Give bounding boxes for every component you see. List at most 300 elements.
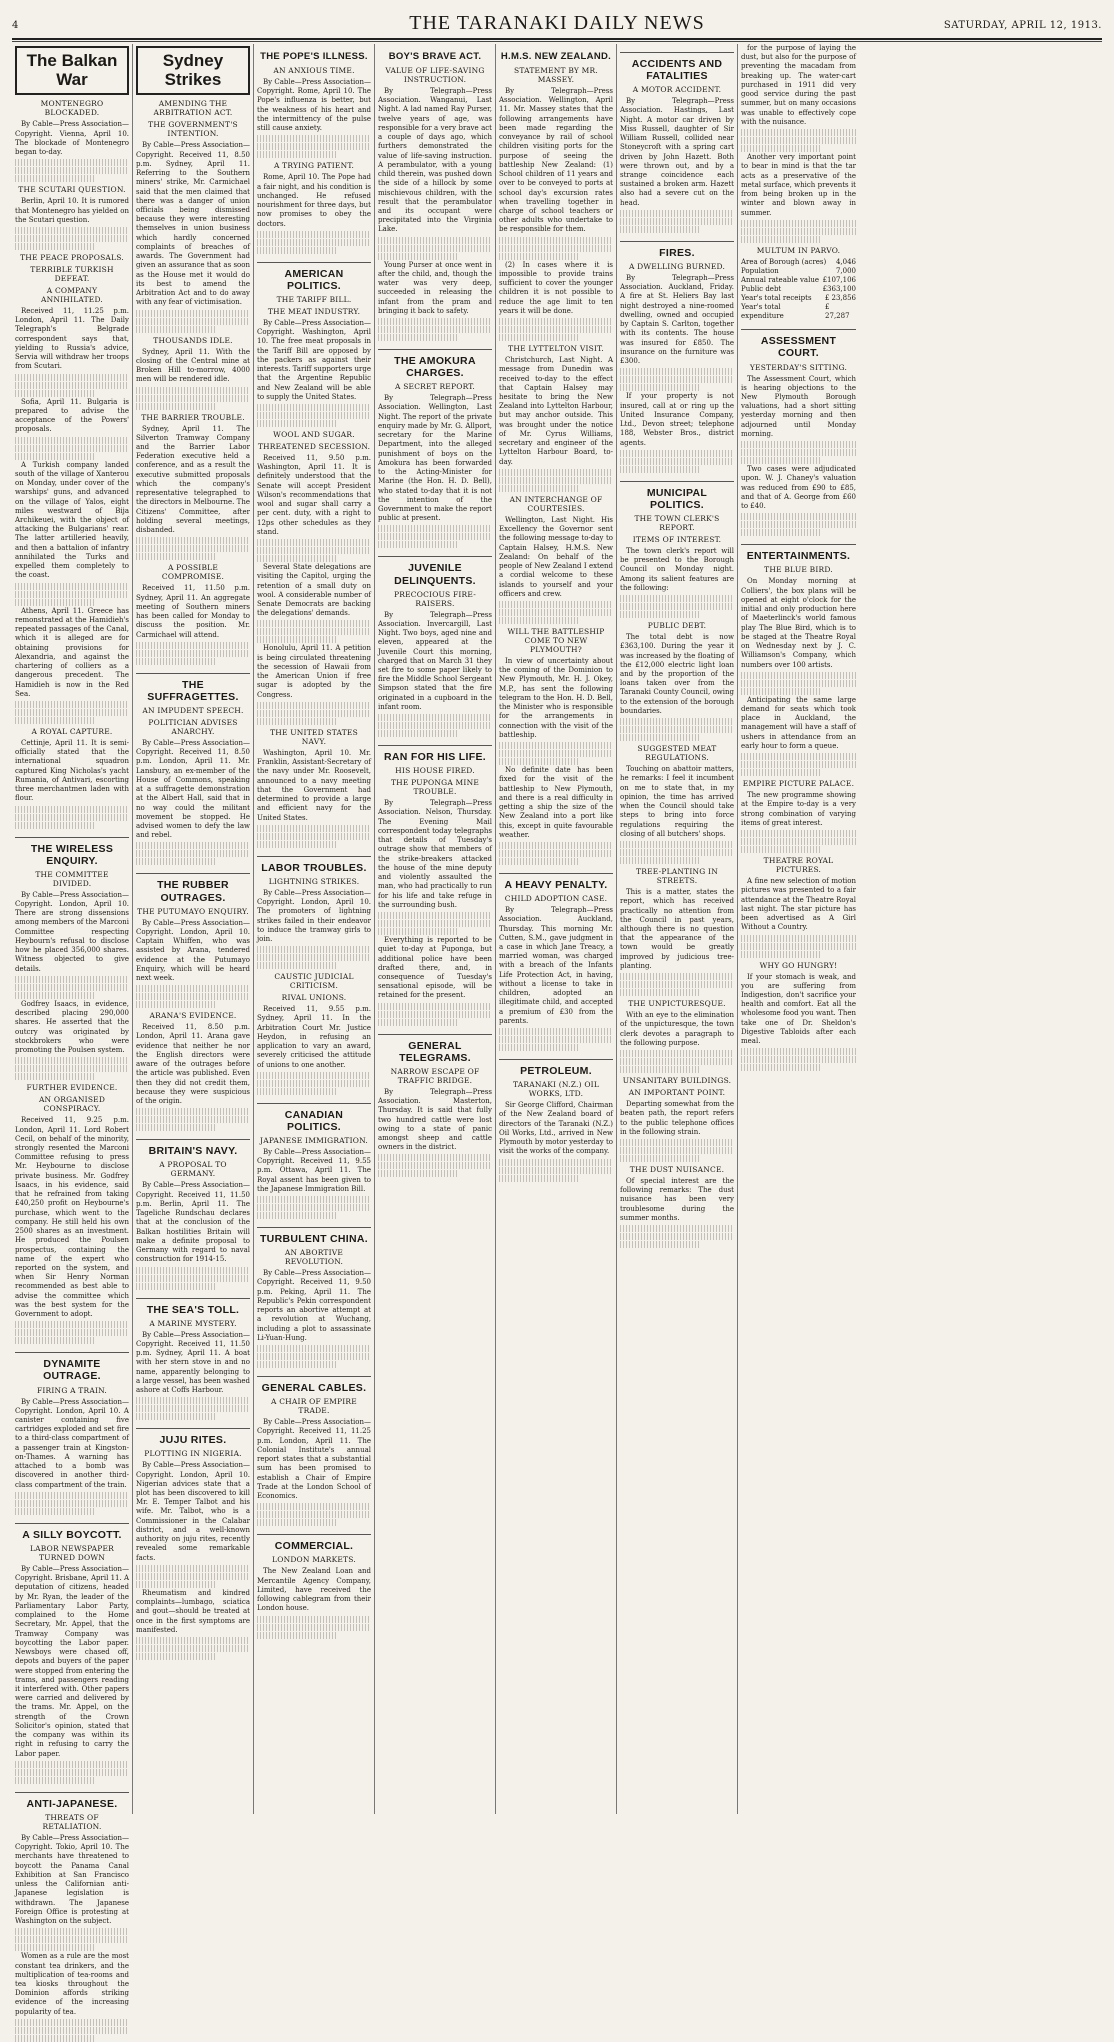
article-subheading: NARROW ESCAPE OF TRAFFIC BRIDGE. bbox=[390, 1066, 480, 1085]
statistic-row bbox=[741, 303, 856, 321]
text-line-filler bbox=[741, 529, 822, 536]
text-line-filler bbox=[136, 1565, 250, 1572]
text-line-filler bbox=[257, 710, 371, 717]
statistic-label: Annual rateable value bbox=[741, 275, 819, 284]
article-subheading: EMPIRE PICTURE PALACE. bbox=[742, 779, 855, 789]
text-line-filler bbox=[741, 441, 856, 448]
article-text: Young Purser at once went in after the child, and, though the water was very deep, succeeded in releasing the infant from the pram and bringing it back to safety. bbox=[378, 260, 492, 315]
text-line-filler bbox=[15, 1508, 95, 1515]
article-text: Cettinje, April 11. It is semi-officially stated that the international squadron captured King Nicholas's yacht Rumania, of Antivari, escorting three merchantmen laden with flour. bbox=[15, 738, 129, 803]
article-text: By Cable—Press Association—Copyright. Received 11, 11.50 p.m. Berlin, April 11. The Tageliche Rundschau declares that at the conclusion of the Balkan hostilities Britain will make a definite proposal to Germany with regard to naval construction for 1914-15. bbox=[136, 1181, 250, 1264]
statistic-value: £ 23,856 bbox=[824, 294, 856, 303]
article-text: By Telegraph—Press Association. Masterton, Thursday. It is said that fully two hundred cattle were lost owing to a state of panic amongst sheep and cattle owners in the district. bbox=[378, 1087, 492, 1152]
text-line-filler bbox=[136, 993, 250, 1000]
text-line-filler bbox=[741, 672, 856, 679]
text-line-filler bbox=[620, 384, 700, 391]
text-line-filler bbox=[741, 228, 856, 235]
article-text: By Cable—Press Association—Copyright. Vienna, April 10. The blockade of Montenegro began to-day. bbox=[15, 120, 129, 157]
article-subheading: VALUE OF LIFE-SAVING INSTRUCTION. bbox=[385, 65, 485, 84]
text-line-filler bbox=[499, 334, 579, 341]
article-text: By Cable—Press Association—Copyright. London, April 10. Nigerian advices state that a plot has been discovered to kill Mr. E. Temper Talbot and his wife. Mr. Talbot, who is a Commissioner in the Calabar district, and a well-known authority on juju rites, recently revealed some remarkable facts. bbox=[136, 1461, 250, 1562]
text-line-filler bbox=[257, 1624, 371, 1631]
text-line-filler bbox=[136, 553, 216, 560]
text-line-filler bbox=[136, 326, 216, 333]
text-line-filler bbox=[378, 326, 492, 333]
article-headline: TURBULENT CHINA. bbox=[257, 1227, 371, 1245]
article-text: By Cable—Press Association—Copyright. Tokio, April 10. The merchants have threatened to boycott the Panama Canal Exhibition at San Francisco unless the Californian anti-Japanese legislation is withdrawn. The Japanese Foreign Office is protesting at Washington on the subject. bbox=[15, 1833, 129, 1926]
statistic-row bbox=[741, 285, 856, 294]
article-headline: GENERAL CABLES. bbox=[257, 1376, 371, 1394]
text-line-filler bbox=[15, 992, 95, 999]
text-line-filler bbox=[15, 1057, 129, 1064]
text-line-filler bbox=[15, 1329, 129, 1336]
article-text: This is a matter, states the report, which has received practically no attention from the Council in past years, although there is no question that the appearance of the town would be greatly improved by judicious tree-planting. bbox=[620, 888, 734, 970]
article-subheading: THE TOWN CLERK'S REPORT. bbox=[634, 513, 720, 532]
column-4 bbox=[375, 44, 496, 1814]
text-line-filler bbox=[136, 1108, 250, 1115]
article-subheading: LONDON MARKETS. bbox=[272, 1555, 356, 1565]
text-line-filler bbox=[136, 537, 250, 544]
article-subheading: TARANAKI (N.Z.) OIL WORKS, LTD. bbox=[512, 1080, 600, 1099]
statistic-label: Public debt bbox=[741, 285, 782, 294]
statistic-label: Year's total expenditure bbox=[741, 303, 784, 321]
text-line-filler bbox=[620, 849, 734, 856]
article-text: for the purpose of laying the dust, but also for the purpose of preventing the macadam from breaking up. The water-cart purchased in 1911 did very good service during the past summer, but on many occasions was unable to effectively cope with the nuisance. bbox=[741, 44, 856, 126]
text-line-filler bbox=[499, 237, 613, 244]
text-line-filler bbox=[620, 603, 734, 610]
statistic-value: 7,000 bbox=[835, 266, 856, 275]
text-line-filler bbox=[15, 390, 95, 397]
text-line-filler bbox=[620, 989, 700, 996]
article-text: In view of uncertainty about the coming of the Dominion to New Plymouth, Mr. H. J. Okey, M.P., has sent the following telegram to the Hon. H. D. Bell, the Minister who is responsible for the arrangements in connection with the visit of the battleship. bbox=[499, 657, 613, 739]
article-text: By Cable—Press Association—Copyright. Received 11, 8.50 p.m. Sydney, April 11. Referring to the Southern miners' strike, Mr. Carmichael said that the men claimed that there was a danger of union officials being dismissed because they were interesting themselves in union business which hardly concerned complaints of breaches of awards. The Government had given an assurance that as soon as the House met it would do its best to amend the Arbitration Act and to do away with any fear of victimisation. bbox=[136, 141, 250, 307]
text-line-filler bbox=[136, 1581, 216, 1588]
article-headline: DYNAMITE OUTRAGE. bbox=[15, 1352, 129, 1382]
text-line-filler bbox=[257, 702, 371, 709]
text-line-filler bbox=[378, 237, 492, 244]
article-subheading: THEATRE ROYAL PICTURES. bbox=[763, 856, 834, 875]
article-subheading: THE PEACE PROPOSALS. bbox=[20, 253, 124, 263]
article-subheading: A PROPOSAL TO GERMANY. bbox=[159, 1160, 227, 1179]
text-line-filler bbox=[620, 857, 700, 864]
article-text: By Cable—Press Association—Copyright. Received 11, 11.50 p.m. Sydney, April 11. A boat with her stern stove in and no name, apparently belonging to a large vessel, has been washed ashore at Coffs Harbour. bbox=[136, 1330, 251, 1394]
text-line-filler bbox=[620, 1233, 734, 1240]
article-subheading: AN ANXIOUS TIME. bbox=[273, 65, 355, 75]
article-text: By Telegraph—Press Association. Wellington, Last Night. The report of the private enquiry made by Mr. G. Allport, secretary for the Marine Department, into the alleged punishment of boys on the Amokura has been forwarded to the Acting-Minister for Marine (the Hon. H. D. Bell), who stated to-day that it is not the intention of the Government to make the report public at present. bbox=[378, 394, 492, 523]
text-line-filler bbox=[15, 822, 95, 829]
column-7 bbox=[738, 44, 859, 1814]
text-line-filler bbox=[257, 636, 337, 643]
text-line-filler bbox=[136, 1573, 250, 1580]
article-text: The town clerk's report will be presented to the Borough Council on Monday night. Among its salient features are the following: bbox=[620, 546, 734, 592]
text-line-filler bbox=[257, 135, 371, 142]
article-text: With an eye to the elimination of the unpicturesque, the town clerk devotes a paragraph to the following purpose. bbox=[620, 1011, 734, 1047]
text-line-filler bbox=[136, 658, 216, 665]
article-text: Another very important point to bear in mind is that the tar acts as a preservative of the metal surface, which prevents it from being broken up in the winter and blown away in summer. bbox=[741, 153, 856, 217]
masthead-rule bbox=[12, 41, 1102, 42]
text-line-filler bbox=[378, 912, 492, 919]
text-line-filler bbox=[741, 935, 856, 942]
article-subheading: MONTENEGRO BLOCKADED. bbox=[40, 99, 104, 118]
article-subheading: A DWELLING BURNED. bbox=[628, 262, 726, 271]
article-text: The total debt is now £363,100. During the year it was increased by the floating of the £12,000 electric light loan and by the proportion of the loans taken over from the Taranaki County Council, owing to the extension of the borough boundaries. bbox=[620, 633, 734, 715]
article-text: Received 11, 9.25 p.m. London, April 11. Lord Robert Cecil, on behalf of the minority, strongly resented the Marconi Committee refusing to press Mr. Heybourne to disclose private business. Mr. Godfrey Isaacs, in his evidence, said that he refrained from taking £40,250 profit on Heybourne's purchase, which went to the company. He still held his own 2500 shares as an investment. He produced the Poulsen prospectus, containing the name of the expert who reported on the system, and when Sir Henry Norman recommended as best able to advise the committee which was the best system for the Government to adopt. bbox=[15, 1116, 129, 1319]
text-line-filler bbox=[378, 525, 492, 532]
text-line-filler bbox=[620, 841, 734, 848]
article-subheading: A CHAIR OF EMPIRE TRADE. bbox=[271, 1397, 357, 1416]
article-text: Anticipating the same large demand for seats which took place in Auckland, the management will have a staff of ushers in attendance from an early hour to form a queue. bbox=[741, 695, 856, 750]
article-text: By Cable—Press Association—Copyright. London, April 10. There are strong dissensions among members of the Marconi Committee respecting Heybourn's refusal to disclose how he placed 356,000 shares. Witness objected to give details. bbox=[15, 890, 129, 973]
text-line-filler bbox=[378, 334, 458, 341]
article-text: By Telegraph—Press Association. Wanganui, Last Night. A lad named Ray Purser, twelve years of age, was responsible for a very brave act a couple of days ago, which furthers demonstrated the value of life-saving instruction. A perambulator, with a young child therein, was pushed down the side of a hillock by some mischievous children, with the result that the perambulator and its occupant were precipitated into the Virginia Lake. bbox=[378, 86, 492, 234]
article-subheading: A TRYING PATIENT. bbox=[273, 161, 355, 171]
text-line-filler bbox=[741, 220, 856, 227]
article-headline: ENTERTAINMENTS. bbox=[741, 544, 856, 562]
text-line-filler bbox=[15, 806, 129, 813]
text-line-filler bbox=[741, 680, 856, 687]
text-line-filler bbox=[257, 1632, 337, 1639]
text-line-filler bbox=[620, 611, 700, 618]
text-line-filler bbox=[620, 450, 734, 457]
article-text: Christchurch, Last Night. A message from Dunedin was received to-day to the effect that Captain Halsey may hesitate to bring the New Zealand into Lyttelton Harbour, but may anchor outside. This was brought under the notice of Mr. Cyrus Williams, secretary and engineer of the Lyttelton Harbour Board, to-day. bbox=[499, 356, 613, 466]
article-subheading: WILL THE BATTLESHIP COME TO NEW PLYMOUTH? bbox=[507, 627, 605, 654]
column-5 bbox=[496, 44, 617, 1814]
article-headline: THE AMOKURA CHARGES. bbox=[378, 349, 492, 379]
article-headline: AMERICAN POLITICS. bbox=[257, 262, 371, 292]
article-headline: FIRES. bbox=[620, 241, 734, 259]
article-text: Everything is reported to be quiet to-day at Puponga, but additional police have been drafted there, and, in consequence of Tuesday's sensational episode, will be retained for the present. bbox=[378, 936, 492, 1000]
statistic-label: Area of Borough (acres) bbox=[741, 257, 827, 266]
article-text: By Cable—Press Association—Copyright. Received 11, 9.50 p.m. Peking, April 11. The Republic's Pekin correspondent reports an abortive attempt at a revolution at Wuchang, including a plot to assassinate Li-Yuan-Hung. bbox=[257, 1269, 371, 1342]
article-text: By Cable—Press Association—Copyright. London, April 10. The promoters of lightning strikes failed in their endeavor to induce the tramway girls to join. bbox=[257, 888, 371, 943]
text-line-filler bbox=[257, 1345, 371, 1352]
article-text: Received 11, 11.25 p.m. London, April 11. The Daily Telegraph's Belgrade correspondent says that, yielding to Russia's advice, Servia will withdraw her troops from Scutari. bbox=[15, 307, 129, 371]
article-subheading: STATEMENT BY MR. MASSEY. bbox=[514, 65, 598, 84]
text-line-filler bbox=[741, 688, 822, 695]
article-subheading: A POSSIBLE COMPROMISE. bbox=[161, 563, 225, 582]
article-text: By Cable—Press Association—Copyright. Rome, April 10. The Pope's influenza is better, but the weakness of his heart and the intermittency of the pulse still cause anxiety. bbox=[257, 77, 371, 133]
text-line-filler bbox=[620, 1050, 734, 1057]
article-headline: RAN FOR HIS LIFE. bbox=[378, 745, 492, 763]
text-line-filler bbox=[741, 145, 822, 152]
text-line-filler bbox=[620, 734, 700, 741]
article-subheading: A MOTOR ACCIDENT. bbox=[632, 85, 722, 95]
text-line-filler bbox=[15, 717, 95, 724]
news-columns bbox=[12, 44, 1102, 2016]
text-line-filler bbox=[257, 620, 371, 627]
article-text: Berlin, April 10. It is rumored that Montenegro has yielded on the Scutari question. bbox=[15, 197, 129, 224]
article-subheading: A SECRET REPORT. bbox=[395, 382, 475, 392]
text-line-filler bbox=[499, 1167, 613, 1174]
article-text: Sydney, April 11. The Silverton Tramway Company and the Barrier Labor Federation executive held a conference, and as a result the executive submitted proposals which the company's representative telegraphed to the directors in Melbourne. The Citizens' Committee, after holding several meetings, disbanded. bbox=[136, 424, 250, 535]
text-line-filler bbox=[257, 1616, 371, 1623]
text-line-filler bbox=[257, 1204, 371, 1211]
text-line-filler bbox=[741, 761, 856, 768]
article-text: Women as a rule are the most constant tea drinkers, and the multiplication of tea-rooms and tea kiosks throughout the Dominion affords striking evidence of the increasing popularity of tea. bbox=[15, 1952, 129, 2016]
article-subheading: THREATS OF RETALIATION. bbox=[42, 1812, 102, 1831]
article-subheading: THE BLUE BIRD. bbox=[764, 565, 833, 575]
text-line-filler bbox=[15, 2019, 129, 2026]
text-line-filler bbox=[15, 227, 129, 234]
column-3 bbox=[254, 44, 375, 1814]
article-subheading: PUBLIC DEBT. bbox=[647, 621, 707, 631]
text-line-filler bbox=[378, 245, 492, 252]
text-line-filler bbox=[15, 175, 95, 182]
article-headline: THE POPE'S ILLNESS. bbox=[260, 51, 368, 62]
article-subheading: THE UNPICTURESQUE. bbox=[628, 999, 726, 1009]
article-text: A Turkish company landed south of the village of Xanterou on Monday, under cover of the warships' guns, and advanced on the village of Yalos, eight miles westward of Bija Archikeuei, with the object of attacking the Bulgarians' rear. The latter artilleried heavily, and then a battalion of infantry annihilated the Turks and expelled them completely to the coast. bbox=[15, 460, 129, 580]
article-subheading: THREATENED SECESSION. bbox=[257, 441, 371, 451]
text-line-filler bbox=[136, 1413, 216, 1420]
text-line-filler bbox=[620, 466, 700, 473]
article-text: By Cable—Press Association—Copyright. Brisbane, April 11. A deputation of citizens, headed by Mr. Ryan, the leader of the Parliamentary Labor Party, complained to the Home Secretary, Mr. Appel, that the Tramway Company was boycotting the Labor paper. Newsboys were chased off, depots and buyers of the paper were stopped from entering the trams, and passengers reading it interfered with. Other papers were carried and delivered by the trams. Mr. Appel, on the strength of the Crown Solicitor's opinion, stated that the company was within its right in refusing to carry the Labor paper. bbox=[15, 1564, 129, 1758]
article-subheading: TREE-PLANTING IN STREETS. bbox=[636, 867, 718, 886]
article-text: Rome, April 10. The Pope had a fair night, and his condition is unchanged. He refused nourishment for three days, but now promises to obey the doctors. bbox=[257, 173, 371, 228]
text-line-filler bbox=[741, 1056, 856, 1063]
text-line-filler bbox=[257, 143, 371, 150]
text-line-filler bbox=[15, 1073, 95, 1080]
text-line-filler bbox=[741, 521, 856, 528]
text-line-filler bbox=[741, 951, 822, 958]
text-line-filler bbox=[257, 1361, 337, 1368]
text-line-filler bbox=[136, 1653, 216, 1660]
article-subheading: CAUSTIC JUDICIAL CRITICISM. bbox=[274, 972, 354, 991]
text-line-filler bbox=[136, 310, 250, 317]
article-text: Sir George Clifford, Chairman of the New Zealand board of directors of the Taranaki (N.Z.) Oil Works, Ltd., arrived in New Plymouth by motor yesterday to visit the works of the company. bbox=[499, 1101, 613, 1156]
text-line-filler bbox=[257, 1072, 371, 1079]
article-headline: THE SEA'S TOLL. bbox=[136, 1298, 250, 1316]
article-text: Wellington, Last Night. His Excellency the Governor sent the following message to-day to Captain Halsey, H.M.S. New Zealand: On behalf of the people of New Zealand I extend a cordial welcome to these islands to yourself and your officers and crew. bbox=[499, 515, 613, 598]
text-line-filler bbox=[499, 609, 613, 616]
text-line-filler bbox=[136, 387, 250, 394]
article-subheading: AN INTERCHANGE OF COURTESIES. bbox=[509, 494, 603, 513]
text-line-filler bbox=[15, 1769, 129, 1776]
text-line-filler bbox=[257, 151, 337, 158]
article-headline: A SILLY BOYCOTT. bbox=[15, 1523, 129, 1541]
text-line-filler bbox=[136, 1637, 250, 1644]
text-line-filler bbox=[15, 1337, 95, 1344]
text-line-filler bbox=[499, 318, 613, 325]
article-subheading: THE PUPONGA MINE TROUBLE. bbox=[390, 778, 480, 797]
text-line-filler bbox=[136, 318, 250, 325]
text-line-filler bbox=[136, 842, 250, 849]
text-line-filler bbox=[257, 825, 371, 832]
text-line-filler bbox=[378, 722, 492, 729]
page-number: 4 bbox=[12, 20, 19, 31]
article-text: By Telegraph—Press Association. Hastings, Last Night. A motor car driven by Miss Russell, daughter of Sir William Russell, collided near Stoneycroft with a spring cart driven by John Hazett. Both were thrown out, and by a strange coincidence each sustained a broken arm. Hazett also had a severe cut on the head. bbox=[620, 97, 734, 207]
text-line-filler bbox=[15, 167, 129, 174]
text-line-filler bbox=[257, 1519, 337, 1526]
text-line-filler bbox=[620, 1058, 734, 1065]
text-line-filler bbox=[741, 838, 856, 845]
article-text: Received 11, 9.50 p.m. Washington, April 11. It is definitely understood that the Senate will accept President Wilson's recommendations that wool and sugar shall carry a per cent. duty, with a right to 12ps other schedules as they stand. bbox=[257, 453, 371, 536]
text-line-filler bbox=[620, 226, 700, 233]
text-line-filler bbox=[499, 601, 613, 608]
text-line-filler bbox=[378, 533, 492, 540]
text-line-filler bbox=[257, 1080, 371, 1087]
statistic-row bbox=[741, 276, 856, 285]
article-subheading: CHILD ADOPTION CASE. bbox=[504, 894, 608, 904]
statistic-value: 4,046 bbox=[835, 257, 856, 266]
text-line-filler bbox=[378, 1162, 492, 1169]
text-line-filler bbox=[136, 1645, 250, 1652]
text-line-filler bbox=[741, 129, 856, 136]
article-subheading: PLOTTING IN NIGERIA. bbox=[144, 1449, 242, 1459]
article-text: Received 11, 11.50 p.m. Sydney, April 11. An aggregate meeting of Southern miners has been called for Monday to discuss the position. Mr. Carmichael will attend. bbox=[136, 584, 250, 639]
text-line-filler bbox=[620, 368, 734, 375]
text-line-filler bbox=[741, 830, 856, 837]
statistic-label: Population bbox=[741, 266, 779, 275]
text-line-filler bbox=[378, 1019, 458, 1026]
article-subheading: AMENDING THE ARBITRATION ACT. bbox=[153, 99, 233, 118]
text-line-filler bbox=[499, 858, 579, 865]
text-line-filler bbox=[741, 1048, 856, 1055]
article-headline: CANADIAN POLITICS. bbox=[257, 1103, 371, 1133]
text-line-filler bbox=[620, 1225, 734, 1232]
article-text: If your stomach is weak, and you are suffering from Indigestion, don't sacrifice your health and comfort. Eat all the wholesome food you want. Then take one of Dr. Sheldon's Digestive Tabloids after each meal. bbox=[741, 972, 856, 1046]
text-line-filler bbox=[378, 1011, 492, 1018]
text-line-filler bbox=[136, 1397, 250, 1404]
text-line-filler bbox=[620, 1241, 700, 1248]
text-line-filler bbox=[15, 984, 129, 991]
text-line-filler bbox=[499, 253, 579, 260]
article-headline: COMMERCIAL. bbox=[257, 1534, 371, 1552]
text-line-filler bbox=[378, 714, 492, 721]
text-line-filler bbox=[499, 1044, 579, 1051]
article-subheading: A MARINE MYSTERY. bbox=[149, 1318, 237, 1328]
text-line-filler bbox=[15, 243, 95, 250]
article-headline: ACCIDENTS AND FATALITIES bbox=[620, 52, 734, 82]
article-headline: THE WIRELESS ENQUIRY. bbox=[15, 837, 129, 867]
section-banner: The Balkan War bbox=[15, 46, 129, 95]
text-line-filler bbox=[741, 943, 856, 950]
article-text: By Telegraph—Press Association. Auckland, Thursday. This morning Mr. Cutten, S.M., gave judgment in a case in which Jane Treacy, a married woman, was charged with a breach of the Infants Life Protection Act, in having, without a license to take in children, adopted an illegitimate child, and accepted a premium of £30 from the parents. bbox=[499, 906, 613, 1025]
statistic-row bbox=[741, 258, 856, 267]
article-headline: A HEAVY PENALTY. bbox=[499, 873, 613, 891]
text-line-filler bbox=[257, 833, 371, 840]
text-line-filler bbox=[136, 858, 216, 865]
article-headline: THE SUFFRAGETTES. bbox=[136, 673, 250, 703]
article-subheading: AN IMPORTANT POINT. bbox=[628, 1088, 726, 1098]
text-line-filler bbox=[136, 1405, 250, 1412]
text-line-filler bbox=[15, 235, 129, 242]
text-line-filler bbox=[741, 457, 822, 464]
text-line-filler bbox=[15, 583, 129, 590]
article-subheading: AN ORGANISED CONSPIRACY. bbox=[38, 1095, 106, 1114]
text-line-filler bbox=[257, 1353, 371, 1360]
article-subheading: YESTERDAY'S SITTING. bbox=[749, 362, 848, 372]
issue-date: SATURDAY, APRIL 12, 1913. bbox=[943, 20, 1102, 31]
text-line-filler bbox=[620, 376, 734, 383]
article-text: Godfrey Isaacs, in evidence, described placing 290,000 shares. He asserted that the outcry was originated by stockbrokers who were promoting the Poulsen system. bbox=[15, 999, 129, 1055]
text-line-filler bbox=[620, 1066, 700, 1073]
text-line-filler bbox=[15, 1761, 129, 1768]
text-line-filler bbox=[15, 1065, 129, 1072]
text-line-filler bbox=[15, 159, 129, 166]
text-line-filler bbox=[499, 1036, 613, 1043]
text-line-filler bbox=[499, 617, 579, 624]
article-text: The Assessment Court, which is hearing objections to the New Plymouth Borough valuations, had a short sitting yesterday morning and then adjourned until Monday morning. bbox=[741, 374, 856, 438]
article-text: By Cable—Press Association—Copyright. Received 11, 8.50 p.m. London, April 11. Mr. Lansbury, an ex-member of the House of Commons, speaking at a suffragette demonstration at the Albert Hall, said that in no way could the militant movement be stopped. He advised women to defy the law and rebel. bbox=[136, 738, 250, 840]
statistic-value: £363,100 bbox=[822, 285, 856, 294]
article-subheading: THE COMMITTEE DIVIDED. bbox=[35, 869, 109, 888]
article-headline: ANTI-JAPANESE. bbox=[15, 1792, 129, 1810]
article-subheading: UNSANITARY BUILDINGS. bbox=[622, 1076, 732, 1086]
article-subheading: AN IMPUDENT SPEECH. bbox=[142, 705, 244, 715]
text-line-filler bbox=[15, 709, 129, 716]
text-line-filler bbox=[257, 239, 371, 246]
article-headline: LABOR TROUBLES. bbox=[257, 856, 371, 874]
article-subheading: MULTUM IN PARVO. bbox=[756, 245, 841, 255]
text-line-filler bbox=[136, 650, 250, 657]
text-line-filler bbox=[499, 850, 613, 857]
article-headline: ASSESSMENT COURT. bbox=[741, 329, 856, 359]
text-line-filler bbox=[15, 382, 129, 389]
article-text: Two cases were adjudicated upon. W. J. Chaney's valuation was reduced from £90 to £85, and that of A. George from £60 to £40. bbox=[741, 465, 856, 511]
column-2 bbox=[133, 44, 254, 1814]
text-line-filler bbox=[499, 469, 613, 476]
text-line-filler bbox=[257, 954, 371, 961]
article-subheading: AN ABORTIVE REVOLUTION. bbox=[284, 1248, 344, 1267]
article-subheading: THE BARRIER TROUBLE. bbox=[141, 412, 245, 422]
article-headline: JUJU RITES. bbox=[136, 1428, 250, 1446]
masthead bbox=[12, 8, 1102, 40]
text-line-filler bbox=[257, 404, 371, 411]
text-line-filler bbox=[378, 920, 492, 927]
article-text: The new programme showing at the Empire to-day is a very strong combination of varying items of great interest. bbox=[741, 791, 856, 827]
article-subheading: THE MEAT INDUSTRY. bbox=[267, 306, 361, 316]
text-line-filler bbox=[257, 718, 337, 725]
text-line-filler bbox=[378, 541, 458, 548]
article-text: Of special interest are the following remarks: The dust nuisance has been very troublesome during the summer months. bbox=[620, 1177, 734, 1222]
text-line-filler bbox=[136, 1124, 216, 1131]
article-subheading: THOUSANDS IDLE. bbox=[153, 335, 233, 345]
article-text: The New Zealand Loan and Mercantile Agency Company, Limited, have received the following cablegram from their London house. bbox=[257, 1567, 371, 1613]
text-line-filler bbox=[378, 1003, 492, 1010]
article-text: On Monday morning at Colliers', the box plans will be opened at eight o'clock for the initial and only production here of Maeterlinck's world famous play The Blue Bird, which is to be staged at the Theatre Royal on Wednesday next by J. C. Williamson's Company, which numbers over 100 artists. bbox=[741, 577, 856, 669]
text-line-filler bbox=[378, 928, 458, 935]
article-text: By Cable—Press Association—Copyright. Washington, April 10. The free meat proposals in the Tariff Bill are opposed by the packers as against their interests. Tariff supporters urge that the Argentine Republic and New Zealand will be able to supply the United States. bbox=[257, 318, 371, 401]
text-line-filler bbox=[741, 846, 822, 853]
text-line-filler bbox=[257, 628, 371, 635]
text-line-filler bbox=[257, 420, 337, 427]
statistic-row bbox=[741, 294, 856, 303]
text-line-filler bbox=[15, 374, 129, 381]
text-line-filler bbox=[499, 477, 613, 484]
text-line-filler bbox=[15, 701, 129, 708]
text-line-filler bbox=[741, 513, 856, 520]
article-subheading: THE SCUTARI QUESTION. bbox=[18, 185, 126, 195]
text-line-filler bbox=[499, 750, 613, 757]
text-line-filler bbox=[741, 753, 856, 760]
statistic-value: £107,106 bbox=[822, 275, 856, 284]
text-line-filler bbox=[499, 758, 579, 765]
article-text: By Telegraph—Press Association. Invercargill, Last Night. Two boys, aged nine and eleven, appeared at the Juvenile Court this morning, charged that on March 31 they set fire to some paper likely to fire the Middle School Sergeant Simpson stated that the fire originated in a cupboard in the infant room. bbox=[378, 610, 492, 711]
text-line-filler bbox=[257, 1511, 371, 1518]
article-subheading: THE LYTTELTON VISIT. bbox=[508, 344, 604, 354]
article-text: By Telegraph—Press Association. Nelson, Thursday. The Evening Mail correspondent today telegraphs that details of Tuesday's outrage show that members of the strike-breakers attacked the house of the mine deputy and violently assaulted the man, who had practically to run for his life and take refuge in the surrounding bush. bbox=[378, 799, 492, 909]
article-text: If your property is not insured, call at or ring up the United Insurance Company, Ltd., Devon street; telephone 188, Webster Bros., district agents. bbox=[620, 392, 734, 447]
text-line-filler bbox=[136, 850, 250, 857]
article-subheading: LIGHTNING STRIKES. bbox=[268, 876, 360, 886]
text-line-filler bbox=[15, 437, 129, 444]
article-subheading: PRECOCIOUS FIRE-RAISERS. bbox=[394, 589, 476, 608]
article-headline: MUNICIPAL POLITICS. bbox=[620, 481, 734, 511]
text-line-filler bbox=[499, 842, 613, 849]
text-line-filler bbox=[378, 318, 492, 325]
text-line-filler bbox=[378, 1170, 458, 1177]
column-1 bbox=[12, 44, 133, 2016]
